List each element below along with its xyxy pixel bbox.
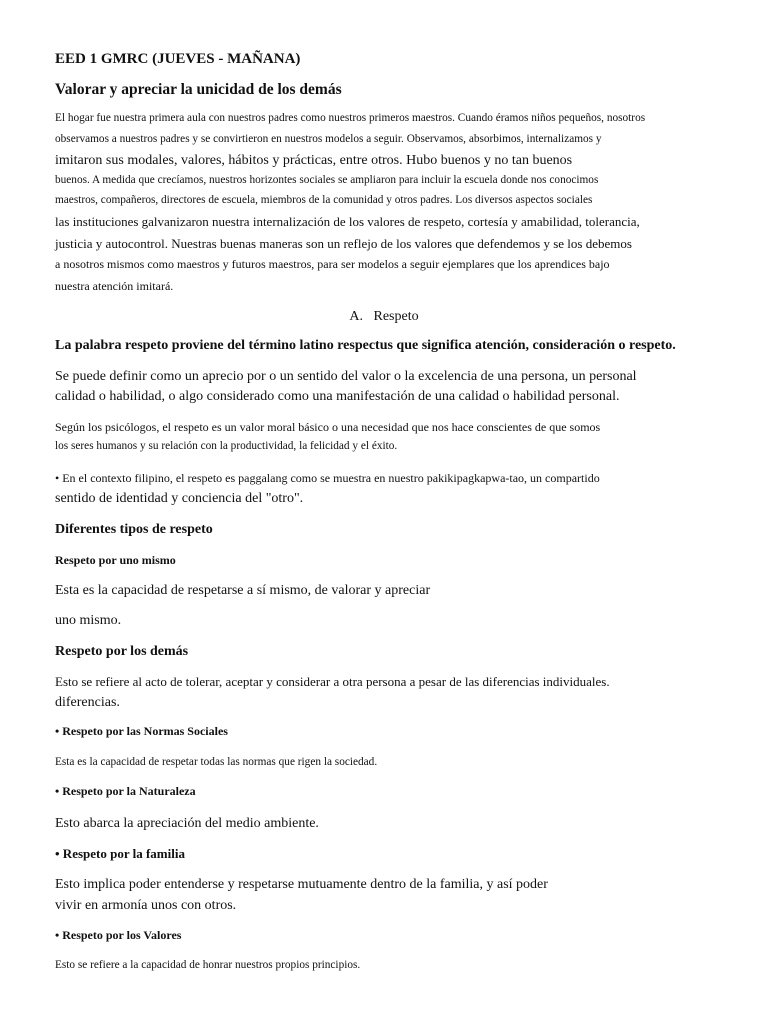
section-a-heading xyxy=(0,310,768,324)
section-a-title: Respeto xyxy=(373,309,419,324)
family-text: Esto implica poder entenderse y respetarse mutuamente dentro de la familia, y así poder xyxy=(55,877,548,892)
intro-line: justicia y autocontrol. Nuestras buenas maneras son un reflejo de los valores que defendemos y se los debemos xyxy=(55,236,632,251)
types-heading: Diferentes tipos de respeto xyxy=(55,522,213,537)
etymology-statement: La palabra respeto proviene del término latino respectus que significa atención, consideración o respeto. xyxy=(55,338,676,353)
self-respect-heading: Respeto por uno mismo xyxy=(55,553,176,567)
definition-line: Se puede definir como un aprecio por o un sentido del valor o la excelencia de una persona, un personal xyxy=(55,369,637,384)
intro-line: El hogar fue nuestra primera aula con nuestros padres como nuestros primeros maestros. Cuando éramos niños pequeños, nosotros xyxy=(55,112,646,124)
intro-line: imitaron sus modales, valores, hábitos y prácticas, entre otros. Hubo buenos y no tan buenos xyxy=(55,153,573,168)
psychologists-line: Según los psicólogos, el respeto es un valor moral básico o una necesidad que nos hace conscientes de que somos xyxy=(55,420,601,434)
family-text: vivir en armonía unos con otros. xyxy=(55,898,237,913)
nature-text: Esto abarca la apreciación del medio ambiente. xyxy=(55,816,319,831)
filipino-context-line: sentido de identidad y conciencia del "otro". xyxy=(55,491,304,506)
filipino-context-line: • En el contexto filipino, el respeto es paggalang como se muestra en nuestro pakikipagkapwa-tao, un compartido xyxy=(55,471,600,485)
others-respect-text: diferencias. xyxy=(55,695,120,710)
social-norms-heading: • Respeto por las Normas Sociales xyxy=(55,724,228,738)
intro-line: buenos. A medida que crecíamos, nuestros horizontes sociales se ampliaron para incluir la escuela donde nos conocimos xyxy=(55,174,599,186)
family-heading: • Respeto por la familia xyxy=(55,846,185,861)
psychologists-line: los seres humanos y su relación con la productividad, la felicidad y el éxito. xyxy=(55,440,398,452)
intro-line: observamos a nuestros padres y se convirtieron en nuestros modelos a seguir. Observamos, absorbimos, internalizamos y xyxy=(55,133,602,145)
values-heading: • Respeto por los Valores xyxy=(55,928,182,942)
others-respect-text: Esto se refiere al acto de tolerar, aceptar y considerar a otra persona a pesar de las diferencias individuales. xyxy=(55,674,610,689)
intro-line: las instituciones galvanizaron nuestra internalización de los valores de respeto, cortesía y amabilidad, tolerancia, xyxy=(55,214,640,229)
definition-line: calidad o habilidad, o algo considerado como una manifestación de una calidad o habilidad personal. xyxy=(55,389,620,404)
document-subtitle: Valorar y apreciar la unicidad de los demás xyxy=(55,81,342,98)
intro-line: a nosotros mismos como maestros y futuros maestros, para ser modelos a seguir ejemplares que los aprendices bajo xyxy=(55,257,610,271)
section-a-marker: A. xyxy=(349,309,363,324)
intro-line: nuestra atención imitará. xyxy=(55,279,174,293)
social-norms-text: Esta es la capacidad de respetar todas las normas que rigen la sociedad. xyxy=(55,756,378,768)
self-respect-text: Esta es la capacidad de respetarse a sí mismo, de valorar y apreciar xyxy=(55,583,431,598)
intro-line: maestros, compañeros, directores de escuela, miembros de la comunidad y otros padres. Los diversos aspectos sociales xyxy=(55,194,593,206)
document-header: EED 1 GMRC (JUEVES - MAÑANA) xyxy=(55,51,301,67)
self-respect-text: uno mismo. xyxy=(55,613,122,628)
values-text: Esto se refiere a la capacidad de honrar nuestros propios principios. xyxy=(55,959,361,971)
nature-heading: • Respeto por la Naturaleza xyxy=(55,784,196,798)
others-respect-heading: Respeto por los demás xyxy=(55,644,189,659)
